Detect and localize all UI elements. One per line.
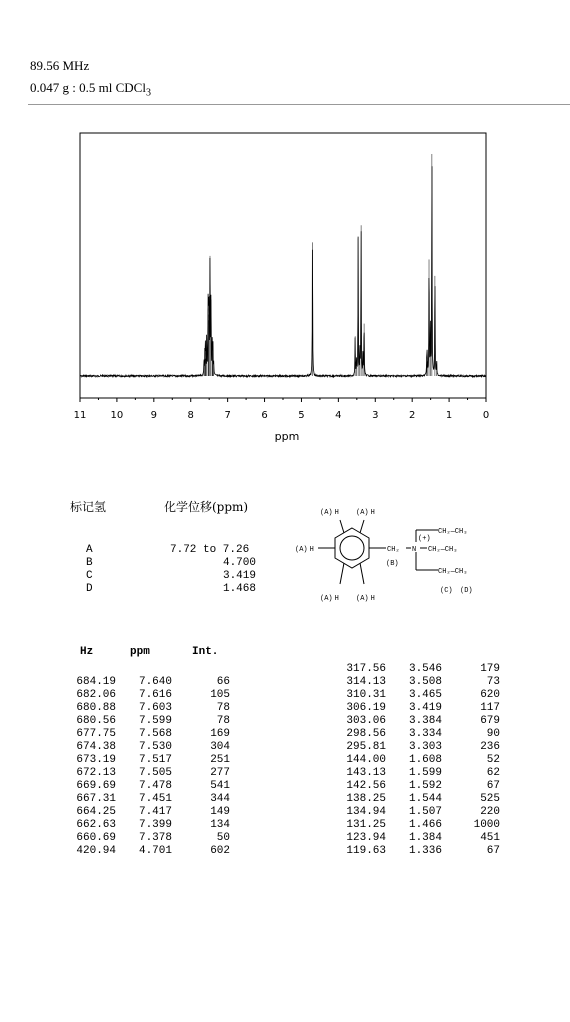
peak-ppm: 7.478: [138, 780, 172, 792]
peak-hz: 420.94: [76, 845, 116, 857]
peak-ppm: 7.599: [138, 715, 172, 727]
peak-int: 251: [210, 754, 230, 766]
peak-hz: 142.56: [346, 780, 386, 792]
peak-row: [330, 754, 500, 767]
peak-int: 117: [480, 702, 500, 714]
peak-row: [60, 806, 230, 819]
peak-hz: 660.69: [76, 832, 116, 844]
assignment-row: [86, 583, 256, 596]
peak-ppm: 7.530: [138, 741, 172, 753]
sample-text: 0.047 g : 0.5 ml CDCl: [30, 80, 146, 95]
assignment-shift: 7.72 to 7.26: [170, 544, 250, 556]
molecule-structure: [290, 500, 515, 610]
peak-hz: 664.25: [76, 806, 116, 818]
peak-int: 277: [210, 767, 230, 779]
peak-ppm: 7.378: [138, 832, 172, 844]
peak-ppm: 7.640: [138, 676, 172, 688]
label-b: (B): [386, 560, 399, 568]
assignment-row: [86, 557, 256, 570]
peak-row: [60, 741, 230, 754]
peak-int: 236: [480, 741, 500, 753]
peak-hz: 677.75: [76, 728, 116, 740]
peak-ppm: 1.599: [408, 767, 442, 779]
peak-ppm: 1.466: [408, 819, 442, 831]
peak-row: [330, 832, 500, 845]
peak-int: 67: [486, 780, 500, 792]
peak-row: [60, 702, 230, 715]
peak-hz: 684.19: [76, 676, 116, 688]
ch2-b: CH₂: [387, 546, 400, 554]
peak-int: 78: [216, 702, 230, 714]
col-shift-header: 化学位移(ppm): [164, 500, 249, 514]
ch2ch3-bot: CH₂—CH₃: [438, 568, 468, 576]
x-tick-label: 9: [150, 410, 158, 421]
peak-row: [60, 819, 230, 832]
peak-ppm: 7.451: [138, 793, 172, 805]
peak-int: 679: [480, 715, 500, 727]
x-tick-label: 6: [261, 410, 268, 421]
peak-ppm: 3.546: [408, 663, 442, 675]
peak-list-left: [60, 676, 230, 858]
peak-ppm: 1.608: [408, 754, 442, 766]
peak-hz: 295.81: [346, 741, 386, 753]
assignment-label: B: [86, 557, 93, 569]
peak-int: 525: [480, 793, 500, 805]
h-a-3: (A) H: [295, 546, 314, 554]
peak-row: [330, 793, 500, 806]
h-a-4: (A) H: [320, 595, 339, 603]
peak-hz: 674.38: [76, 741, 116, 753]
peak-row: [60, 689, 230, 702]
peak-int: 179: [480, 663, 500, 675]
peak-ppm: 1.384: [408, 832, 442, 844]
peak-int: 602: [210, 845, 230, 857]
h-a-2: (A) H: [356, 509, 375, 517]
peak-hz: 310.31: [346, 689, 386, 701]
peak-row: [60, 832, 230, 845]
x-tick-label: 1: [445, 410, 453, 421]
peak-ppm: 3.384: [408, 715, 442, 727]
peak-hz: 669.69: [76, 780, 116, 792]
x-tick-label: 4: [335, 410, 342, 421]
peak-row: [60, 845, 230, 858]
peak-ppm: 3.419: [408, 702, 442, 714]
peak-int: 134: [210, 819, 230, 831]
peak-hz: 143.13: [346, 767, 386, 779]
frequency-label: 89.56 MHz: [30, 58, 90, 73]
peak-header-ppm: ppm: [130, 646, 150, 658]
peak-row: [330, 702, 500, 715]
nmr-spectrum-chart: [0, 0, 570, 460]
peak-row: [330, 715, 500, 728]
peak-row: [330, 767, 500, 780]
peak-hz: 134.94: [346, 806, 386, 818]
peak-ppm: 1.544: [408, 793, 442, 805]
peak-hz: 682.06: [76, 689, 116, 701]
peak-hz: 298.56: [346, 728, 386, 740]
peak-int: 1000: [473, 819, 500, 831]
peak-hz: 317.56: [346, 663, 386, 675]
peak-list-right: [330, 663, 500, 858]
peak-row: [60, 728, 230, 741]
peak-row: [330, 676, 500, 689]
assignment-row: [86, 570, 256, 583]
peak-ppm: 7.399: [138, 819, 172, 831]
peak-int: 220: [480, 806, 500, 818]
peak-hz: 672.13: [76, 767, 116, 779]
assignment-table: [86, 544, 256, 596]
peak-hz: 680.56: [76, 715, 116, 727]
peak-hz: 144.00: [346, 754, 386, 766]
peak-hz: 667.31: [76, 793, 116, 805]
peak-int: 73: [486, 676, 500, 688]
x-tick-label: 3: [372, 410, 379, 421]
peak-int: 78: [216, 715, 230, 727]
h-a-5: (A) H: [356, 595, 375, 603]
peak-int: 62: [486, 767, 500, 779]
peak-ppm: 3.508: [408, 676, 442, 688]
peak-ppm: 4.701: [138, 845, 172, 857]
peak-row: [330, 663, 500, 676]
peak-hz: 123.94: [346, 832, 386, 844]
x-tick-label: 11: [73, 410, 87, 421]
ch2ch3-top: CH₂—CH₃: [438, 528, 468, 536]
x-tick-label: 10: [110, 410, 124, 421]
label-c: (C): [440, 587, 453, 595]
peak-ppm: 7.568: [138, 728, 172, 740]
peak-int: 105: [210, 689, 230, 701]
peak-int: 344: [210, 793, 230, 805]
col-label-header: 标记氢: [70, 500, 107, 514]
peak-hz: 119.63: [346, 845, 386, 857]
x-axis-label: ppm: [274, 430, 300, 443]
peak-header-int: Int.: [192, 646, 219, 658]
h-a-1: (A) H: [320, 509, 339, 517]
peak-row: [60, 715, 230, 728]
peak-hz: 662.63: [76, 819, 116, 831]
x-tick-label: 0: [482, 410, 490, 421]
peak-ppm: 7.517: [138, 754, 172, 766]
assignment-shift: 3.419: [222, 570, 256, 582]
spectrum-trace: [80, 166, 486, 377]
peak-row: [330, 689, 500, 702]
peak-ppm: 3.303: [408, 741, 442, 753]
peak-row: [330, 845, 500, 858]
peak-row: [330, 728, 500, 741]
peak-hz: 138.25: [346, 793, 386, 805]
peak-ppm: 7.603: [138, 702, 172, 714]
label-d: (D): [460, 587, 473, 595]
peak-int: 50: [216, 832, 230, 844]
ch2ch3-mid: CH₂—CH₃: [428, 546, 458, 554]
x-tick-label: 2: [408, 410, 416, 421]
peak-hz: 673.19: [76, 754, 116, 766]
peak-header-hz: Hz: [80, 646, 94, 658]
assignment-label: A: [86, 544, 93, 556]
plot-frame: [80, 133, 486, 398]
peak-int: 149: [210, 806, 230, 818]
peak-row: [60, 676, 230, 689]
peak-row: [330, 780, 500, 793]
peak-int: 620: [480, 689, 500, 701]
x-tick-label: 8: [187, 410, 194, 421]
sample-subscript: 3: [145, 87, 151, 99]
peak-ppm: 1.592: [408, 780, 442, 792]
assignment-shift: 1.468: [222, 583, 256, 595]
peak-int: 67: [486, 845, 500, 857]
peak-ppm: 3.465: [408, 689, 442, 701]
peak-hz: 131.25: [346, 819, 386, 831]
peak-row: [60, 780, 230, 793]
n-atom: N: [412, 546, 417, 554]
peak-row: [330, 819, 500, 832]
peak-int: 66: [216, 676, 230, 688]
peak-row: [330, 806, 500, 819]
peak-int: 169: [210, 728, 230, 740]
assignment-row: [86, 544, 256, 557]
peak-int: 304: [210, 741, 230, 753]
peak-ppm: 7.505: [138, 767, 172, 779]
assignment-label: D: [86, 583, 93, 595]
x-tick-label: 7: [224, 410, 231, 421]
peak-ppm: 1.336: [408, 845, 442, 857]
peak-int: 52: [486, 754, 500, 766]
assignment-shift: 4.700: [222, 557, 256, 569]
peak-row: [60, 754, 230, 767]
peak-int: 451: [480, 832, 500, 844]
peak-int: 90: [486, 728, 500, 740]
peak-hz: 303.06: [346, 715, 386, 727]
peak-ppm: 1.507: [408, 806, 442, 818]
assignment-label: C: [86, 570, 93, 582]
peak-row: [60, 793, 230, 806]
peak-int: 541: [210, 780, 230, 792]
peak-row: [330, 741, 500, 754]
peak-ppm: 7.616: [138, 689, 172, 701]
peak-ppm: 7.417: [138, 806, 172, 818]
peak-ppm: 3.334: [408, 728, 442, 740]
peak-row: [60, 767, 230, 780]
x-tick-label: 5: [298, 410, 305, 421]
peak-hz: 314.13: [346, 676, 386, 688]
peak-hz: 306.19: [346, 702, 386, 714]
n-charge: (+): [418, 535, 431, 543]
peak-hz: 680.88: [76, 702, 116, 714]
